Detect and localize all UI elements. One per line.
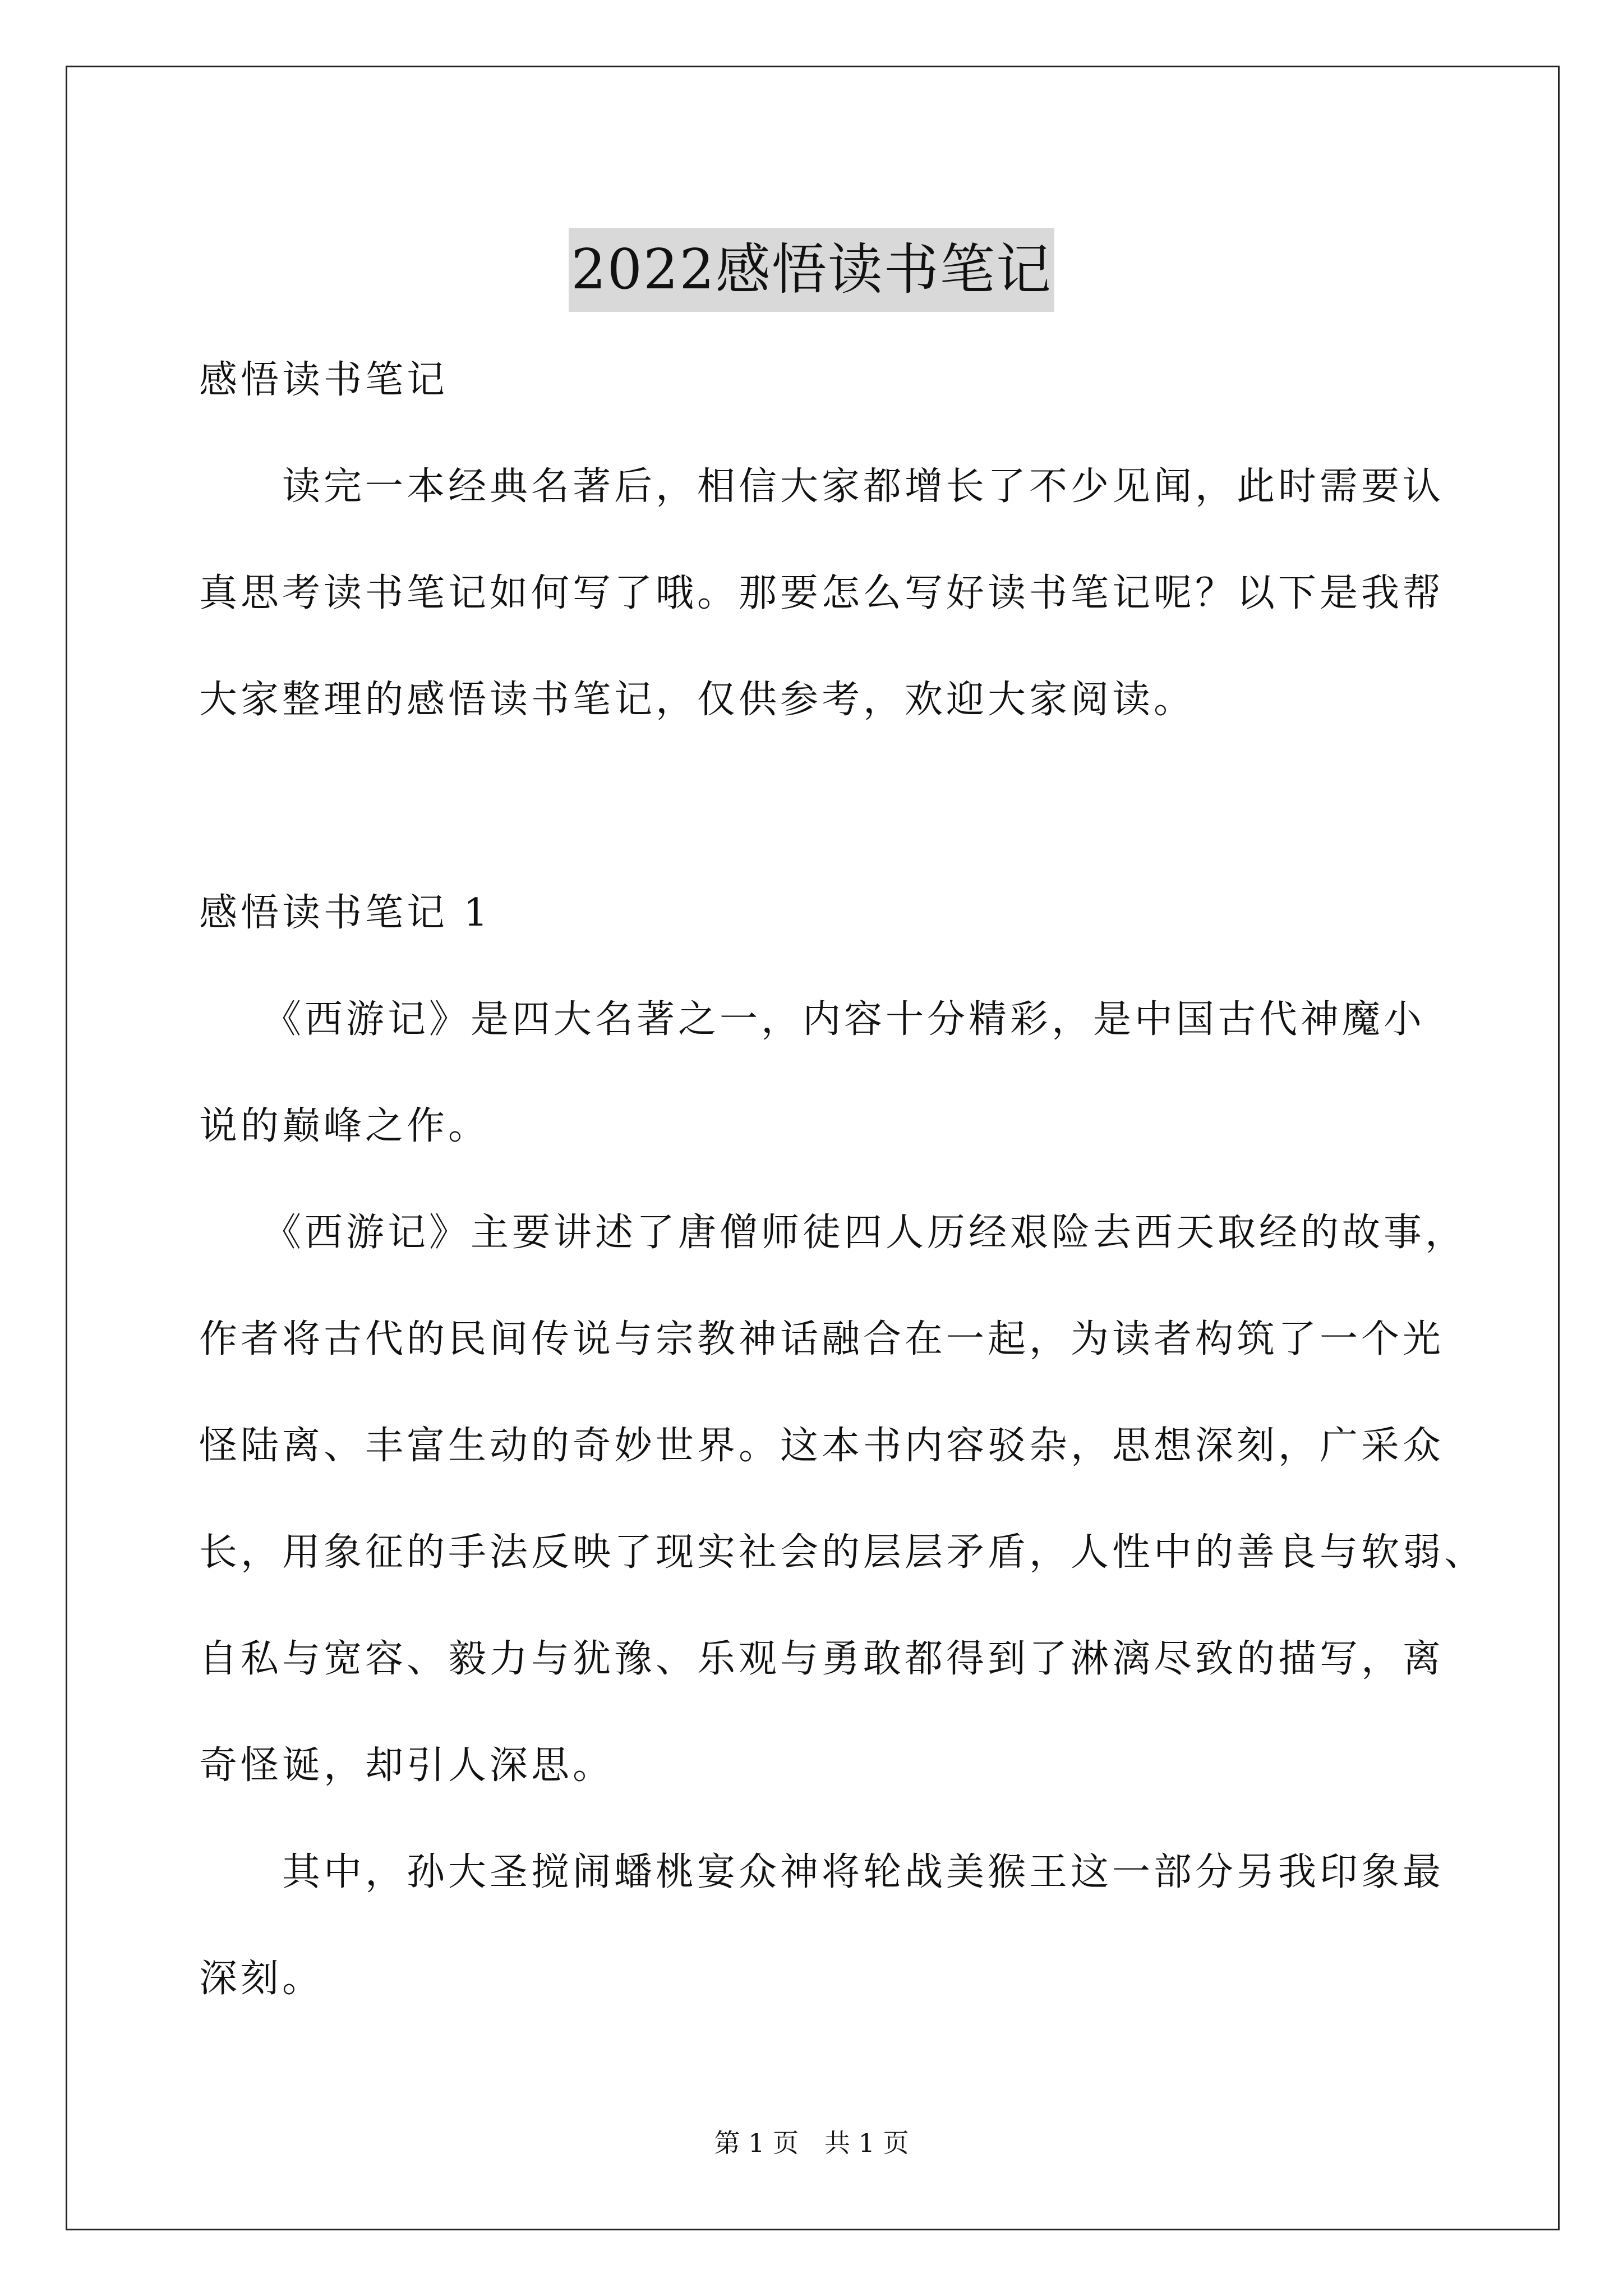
section-heading: 感悟读书笔记 1 <box>199 891 491 935</box>
paragraph-line: 长，用象征的手法反映了现实社会的层层矛盾，人性中的善良与软弱、 <box>199 1530 1486 1575</box>
intro-line: 大家整理的感悟读书笔记，仅供参考，欢迎大家阅读。 <box>199 678 1196 722</box>
paragraph-line: 怪陆离、丰富生动的奇妙世界。这本书内容驳杂，思想深刻，广采众 <box>199 1424 1445 1468</box>
paragraph-line: 奇怪诞，却引人深思。 <box>199 1743 615 1788</box>
intro-line: 真思考读书笔记如何写了哦。那要怎么写好读书笔记呢？以下是我帮 <box>199 571 1445 615</box>
paragraph-line: 自私与宽容、毅力与犹豫、乐观与勇敢都得到了淋漓尽致的描写，离 <box>199 1637 1445 1681</box>
subtitle: 感悟读书笔记 <box>199 358 449 402</box>
paragraph-line: 深刻。 <box>199 1957 324 2001</box>
intro-line: 读完一本经典名著后，相信大家都增长了不少见闻，此时需要认 <box>199 464 1445 509</box>
paragraph-line: 其中，孙大圣搅闹蟠桃宴众神将轮战美猴王这一部分另我印象最 <box>199 1850 1445 1894</box>
document-title: 2022感悟读书笔记 <box>569 228 1054 312</box>
paragraph-line: 《西游记》是四大名著之一，内容十分精彩，是中国古代神魔小 <box>199 997 1426 1042</box>
page-footer: 第 1 页 共 1 页 <box>714 2128 909 2158</box>
title-container <box>0 191 1623 348</box>
paragraph-line: 作者将古代的民间传说与宗教神话融合在一起，为读者构筑了一个光 <box>199 1317 1445 1361</box>
paragraph-line: 《西游记》主要讲述了唐僧师徒四人历经艰险去西天取经的故事， <box>199 1211 1467 1255</box>
paragraph-line: 说的巅峰之作。 <box>199 1104 490 1148</box>
